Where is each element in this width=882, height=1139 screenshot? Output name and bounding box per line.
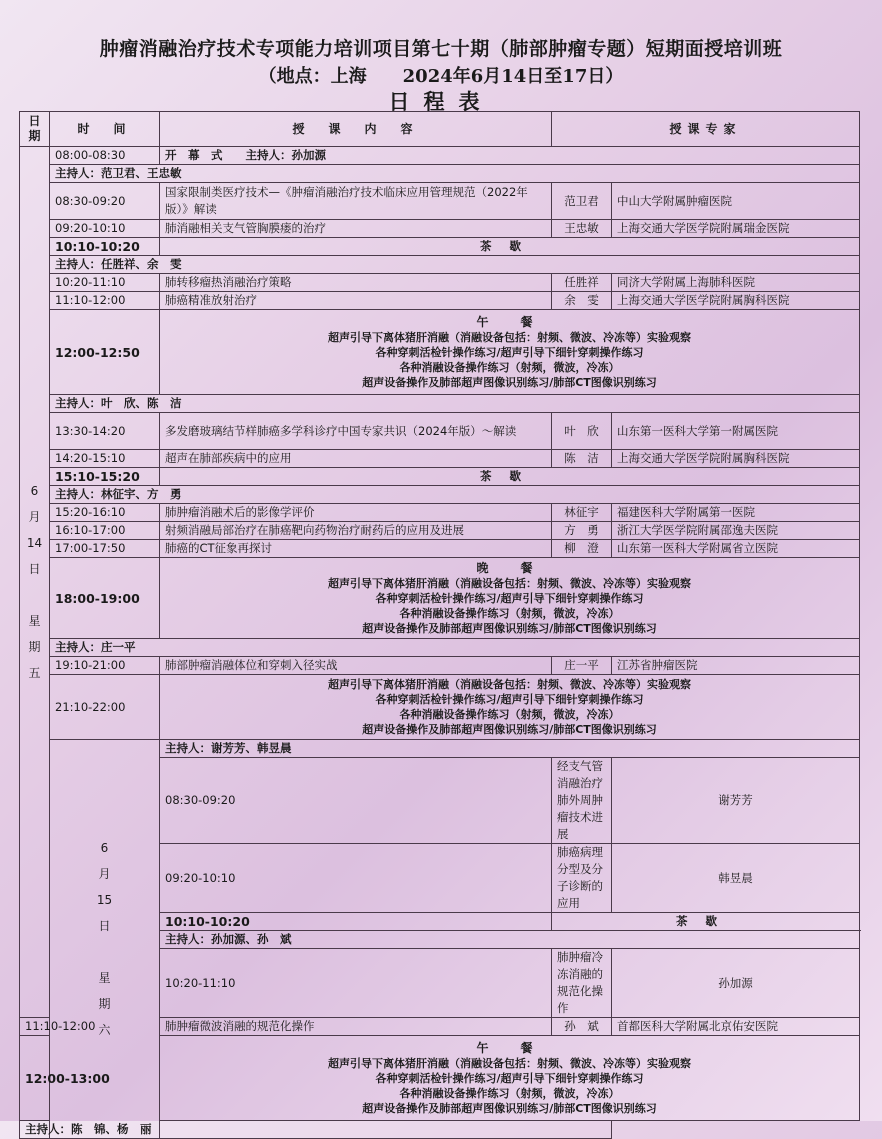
table-row [20, 413, 860, 450]
institution-cell: 福建医科大学附属第一医院 [612, 504, 860, 522]
institution-cell: 上海交通大学医学院附属瑞金医院 [612, 220, 860, 238]
time-cell: 10:10-10:20 [50, 238, 160, 256]
time-cell: 19:10-21:00 [50, 657, 160, 675]
time-cell: 16:10-17:00 [50, 522, 160, 540]
content-cell: 超声在肺部疾病中的应用 [160, 450, 552, 468]
activity-line: 各种消融设备操作练习（射频，微波，冷冻） [399, 606, 620, 620]
col-time: 时 间 [50, 112, 160, 147]
content-cell: 多发磨玻璃结节样肺癌多学科诊疗中国专家共识（2024年版）～解读 [160, 413, 552, 450]
break-row [20, 238, 860, 256]
institution-cell: 江苏省肿瘤医院 [612, 657, 860, 675]
speaker-cell: 方 勇 [552, 522, 612, 540]
content-cell: 肺癌病理分型及分子诊断的应用 [552, 844, 612, 913]
content-cell: 肺肿瘤消融术后的影像学评价 [160, 504, 552, 522]
meal-row [20, 558, 860, 639]
time-cell: 18:00-19:00 [50, 558, 160, 639]
break-row [20, 468, 860, 486]
dinner-cell [160, 558, 860, 639]
time-cell: 10:20-11:10 [50, 274, 160, 292]
speaker-cell: 庄一平 [552, 657, 612, 675]
time-cell: 10:10-10:20 [160, 913, 552, 931]
practice-row [20, 675, 860, 740]
schedule-table [19, 111, 860, 1139]
content-cell: 肺癌精准放射治疗 [160, 292, 552, 310]
speaker-cell: 孙加源 [612, 949, 860, 1018]
table-header-row [20, 112, 860, 147]
host-cell: 主持人：范卫君、王忠敏 [50, 165, 860, 183]
activity-line: 超声设备操作及肺部超声图像识别练习/肺部CT图像识别练习 [362, 723, 657, 736]
host-cell: 主持人：孙加源、孙 斌 [160, 931, 860, 949]
time-cell: 17:00-17:50 [50, 540, 160, 558]
tea-break: 茶歇 [160, 238, 860, 256]
content-cell: 国家限制类医疗技术—《肿瘤消融治疗技术临床应用管理规范（2022年版）》解读 [160, 183, 552, 220]
table-row [20, 522, 860, 540]
activity-line: 各种消融设备操作练习（射频，微波，冷冻） [399, 708, 620, 721]
host-row [20, 256, 860, 274]
activity-line: 各种消融设备操作练习（射频，微波，冷冻） [399, 1086, 620, 1100]
table-row [20, 147, 860, 165]
time-cell: 09:20-10:10 [50, 220, 160, 238]
day1-date-cell [20, 147, 50, 1018]
table-row [20, 450, 860, 468]
host-cell: 主持人：叶 欣、陈 洁 [50, 395, 860, 413]
page-title: 肿瘤消融治疗技术专项能力培训项目第七十期（肺部肿瘤专题）短期面授培训班 [99, 38, 783, 60]
table-row [20, 274, 860, 292]
speaker-cell: 任胜祥 [552, 274, 612, 292]
meal-title: 午 餐 [476, 1040, 543, 1055]
table-row [20, 292, 860, 310]
opening-ceremony: 开 幕 式 主持人：孙加源 [160, 147, 860, 165]
speaker-cell: 孙 斌 [552, 1018, 612, 1036]
schedule-heading: 日程表 [388, 89, 494, 114]
table-row [20, 183, 860, 220]
time-cell: 12:00-13:00 [20, 1036, 50, 1121]
meal-title: 晚 餐 [476, 560, 543, 575]
time-cell: 11:10-12:00 [50, 292, 160, 310]
content-cell: 肺癌的CT征象再探讨 [160, 540, 552, 558]
activity-line: 超声设备操作及肺部超声图像识别练习/肺部CT图像识别练习 [362, 375, 657, 389]
host-row [20, 165, 860, 183]
meal-title: 午 餐 [476, 314, 543, 329]
time-cell: 14:20-15:10 [50, 450, 160, 468]
tea-break: 茶歇 [552, 913, 860, 931]
speaker-cell: 余 雯 [552, 292, 612, 310]
table-row [20, 657, 860, 675]
day2-label: 6 月 15 日 星 期 六 [96, 841, 113, 1037]
host-cell: 主持人：庄一平 [50, 639, 860, 657]
time-cell: 13:30-14:20 [50, 413, 160, 450]
time-cell: 15:20-16:10 [50, 504, 160, 522]
content-cell: 肺转移瘤热消融治疗策略 [160, 274, 552, 292]
content-cell: 肺肿瘤冷冻消融的规范化操作 [552, 949, 612, 1018]
time-cell: 08:30-09:20 [160, 758, 552, 844]
time-cell: 08:30-09:20 [50, 183, 160, 220]
speaker-cell: 王忠敏 [552, 220, 612, 238]
speaker-cell: 林征宇 [552, 504, 612, 522]
tea-break: 茶歇 [160, 468, 860, 486]
activity-line: 超声设备操作及肺部超声图像识别练习/肺部CT图像识别练习 [362, 621, 657, 635]
time-cell: 21:10-22:00 [50, 675, 160, 740]
speaker-cell: 范卫君 [552, 183, 612, 220]
host-cell: 主持人：任胜祥、余 雯 [50, 256, 860, 274]
activity-line: 超声引导下离体猪肝消融（消融设备包括：射频、微波、冷冻等）实验观察 [328, 576, 691, 590]
speaker-cell: 谢芳芳 [612, 758, 860, 844]
day1-label: 6 月 14 日 星 期 五 [26, 484, 43, 680]
host-row [20, 740, 860, 758]
institution-cell: 浙江大学医学院附属邵逸夫医院 [612, 522, 860, 540]
col-date: 日期 [20, 112, 50, 147]
col-content: 授 课 内 容 [160, 112, 552, 147]
practice-cell [160, 675, 860, 740]
speaker-cell: 柳 澄 [552, 540, 612, 558]
activity-line: 各种穿刺活检针操作练习/超声引导下细针穿刺操作练习 [375, 1071, 644, 1085]
institution-cell: 山东第一医科大学第一附属医院 [612, 413, 860, 450]
institution-cell: 上海交通大学医学院附属胸科医院 [612, 292, 860, 310]
content-cell: 射频消融局部治疗在肺癌靶向药物治疗耐药后的应用及进展 [160, 522, 552, 540]
content-cell: 肺消融相关支气管胸膜瘘的治疗 [160, 220, 552, 238]
time-cell: 15:10-15:20 [50, 468, 160, 486]
host-row [20, 1121, 860, 1139]
host-cell: 主持人：陈 锦、杨 丽 [20, 1121, 612, 1139]
activity-line: 超声设备操作及肺部超声图像识别练习/肺部CT图像识别练习 [362, 1101, 657, 1115]
meal-row [20, 310, 860, 395]
content-cell: 经支气管消融治疗肺外周肿瘤技术进展 [552, 758, 612, 844]
activity-line: 各种消融设备操作练习（射频，微波，冷冻） [399, 360, 620, 374]
institution-cell: 首都医科大学附属北京佑安医院 [612, 1018, 860, 1036]
activity-line: 超声引导下离体猪肝消融（消融设备包括：射频、微波、冷冻等）实验观察 [328, 678, 691, 691]
host-row [20, 395, 860, 413]
time-cell: 10:20-11:10 [160, 949, 552, 1018]
activity-line: 超声引导下离体猪肝消融（消融设备包括：射频、微波、冷冻等）实验观察 [328, 1056, 691, 1070]
time-cell: 12:00-12:50 [50, 310, 160, 395]
activity-line: 超声引导下离体猪肝消融（消融设备包括：射频、微波、冷冻等）实验观察 [328, 330, 691, 344]
host-cell: 主持人：谢芳芳、韩昱晨 [160, 740, 860, 758]
activity-line: 各种穿刺活检针操作练习/超声引导下细针穿刺操作练习 [375, 591, 644, 605]
col-expert: 授课专家 [552, 112, 860, 147]
speaker-cell: 韩昱晨 [612, 844, 860, 913]
host-row [20, 486, 860, 504]
activity-line: 各种穿刺活检针操作练习/超声引导下细针穿刺操作练习 [375, 345, 644, 359]
institution-cell: 中山大学附属肿瘤医院 [612, 183, 860, 220]
time-cell: 08:00-08:30 [50, 147, 160, 165]
content-cell: 肺部肿瘤消融体位和穿刺入径实战 [160, 657, 552, 675]
host-cell: 主持人：林征宇、方 勇 [50, 486, 860, 504]
table-row [20, 540, 860, 558]
time-cell: 09:20-10:10 [160, 844, 552, 913]
host-row [20, 639, 860, 657]
lunch-cell [160, 310, 860, 395]
time-cell: 11:10-12:00 [20, 1018, 50, 1036]
speaker-cell: 陈 洁 [552, 450, 612, 468]
page-subtitle: （地点：上海 2024年6月14日至17日） [258, 66, 624, 87]
institution-cell: 同济大学附属上海肺科医院 [612, 274, 860, 292]
lunch-cell [160, 1036, 860, 1121]
activity-line: 各种穿刺活检针操作练习/超声引导下细针穿刺操作练习 [375, 693, 644, 706]
table-row [20, 220, 860, 238]
institution-cell: 山东第一医科大学附属省立医院 [612, 540, 860, 558]
content-cell: 肺肿瘤微波消融的规范化操作 [160, 1018, 552, 1036]
table-row [20, 504, 860, 522]
speaker-cell: 叶 欣 [552, 413, 612, 450]
institution-cell: 上海交通大学医学院附属胸科医院 [612, 450, 860, 468]
